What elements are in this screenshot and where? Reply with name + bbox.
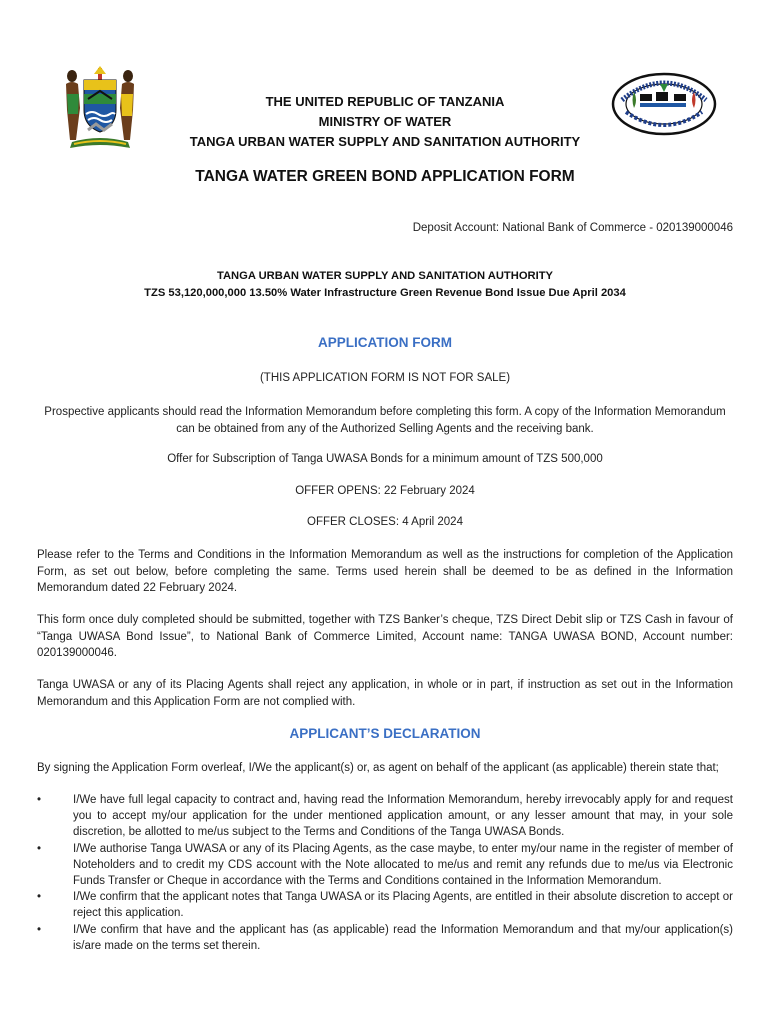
authority-heading: TANGA URBAN WATER SUPPLY AND SANITATION AUTHORITY [189,134,581,149]
bullet-icon: • [37,923,42,936]
bullet-icon: • [37,891,42,904]
rejection-paragraph: Tanga UWASA or any of its Placing Agents shall reject any application, in whole or in part, if instruction as set out in the Information Memorandum and this Application Form are not complied with. [37,679,733,708]
application-form-heading: APPLICATION FORM [318,335,452,350]
offer-closes: OFFER CLOSES: 4 April 2024 [307,516,463,528]
offer-opens: OFFER OPENS: 22 February 2024 [295,485,475,497]
declaration-intro: By signing the Application Form overleaf, I/We the applicant(s) or, as agent on behalf of the applicant (as applicable) therein state that; [37,762,719,774]
declaration-list [37,792,733,954]
list-item-text: I/We have full legal capacity to contract and, having read the Information Memorandum, hereby irrevocably apply for and request you to accept my/our application for the under mentioned application amount, or any lesser amount that may, in your sole discretion, be allotted to me/us subject to the Terms and Conditions of the Tanga UWASA Bonds. [73,794,733,839]
list-item [37,841,733,890]
list-item-text: I/We authorise Tanga UWASA or any of its Placing Agents, as the case maybe, to enter my/our name in the register of member of Noteholders and to credit my CDS account with the Note allocated to me/us and remit any refunds due to me/us via Electronic Funds Transfer or Cheque in accordance with the Terms and Conditions contained in the Information Memorandum. [73,842,733,888]
not-for-sale-notice: (THIS APPLICATION FORM IS NOT FOR SALE) [259,372,511,384]
ministry-heading: MINISTRY OF WATER [318,114,452,129]
bond-description: TZS 53,120,000,000 13.50% Water Infrastructure Green Revenue Bond Issue Due April 2034 [144,287,626,299]
terms-paragraph: Please refer to the Terms and Conditions in the Information Memorandum as well as the instructions for completion of the Application Form, as set out below, before completing the same. Terms used herein shall be deemed to be as defined in the Information Memorandum dated 22 February 2024. [37,549,733,594]
deposit-account: Deposit Account: National Bank of Commerce - 020139000046 [412,222,733,234]
list-item [37,922,733,954]
issuer-name: TANGA URBAN WATER SUPPLY AND SANITATION AUTHORITY [216,270,554,282]
offer-line: Offer for Subscription of Tanga UWASA Bonds for a minimum amount of TZS 500,000 [167,453,603,465]
intro-paragraph: Prospective applicants should read the Information Memorandum before completing this form. A copy of the Information Memorandum can be obtained from any of the Authorized Selling Agents and the receiving bank. [44,406,726,435]
bullet-icon: • [37,842,42,855]
submission-paragraph: This form once duly completed should be submitted, together with TZS Banker’s cheque, TZS Direct Debit slip or TZS Cash in favour of “Tanga UWASA Bond Issue”, to National Bank of Commerce Limited, Account name: TANGA UWASA BOND, Account number: 020139000046. [37,614,733,659]
bullet-icon: • [37,794,42,806]
declaration-heading: APPLICANT’S DECLARATION [289,726,481,741]
list-item [37,889,733,921]
country-heading: THE UNITED REPUBLIC OF TANZANIA [265,94,505,109]
form-title: TANGA WATER GREEN BOND APPLICATION FORM [195,168,575,185]
list-item-text: I/We confirm that the applicant notes that Tanga UWASA or its Placing Agents, are entitled in their absolute discretion to accept or reject this application. [73,891,733,920]
list-item-text: I/We confirm that have and the applicant has (as applicable) read the Information Memorandum and that my/our application(s) is/are made on the terms set therein. [73,923,733,952]
list-item [37,792,733,841]
